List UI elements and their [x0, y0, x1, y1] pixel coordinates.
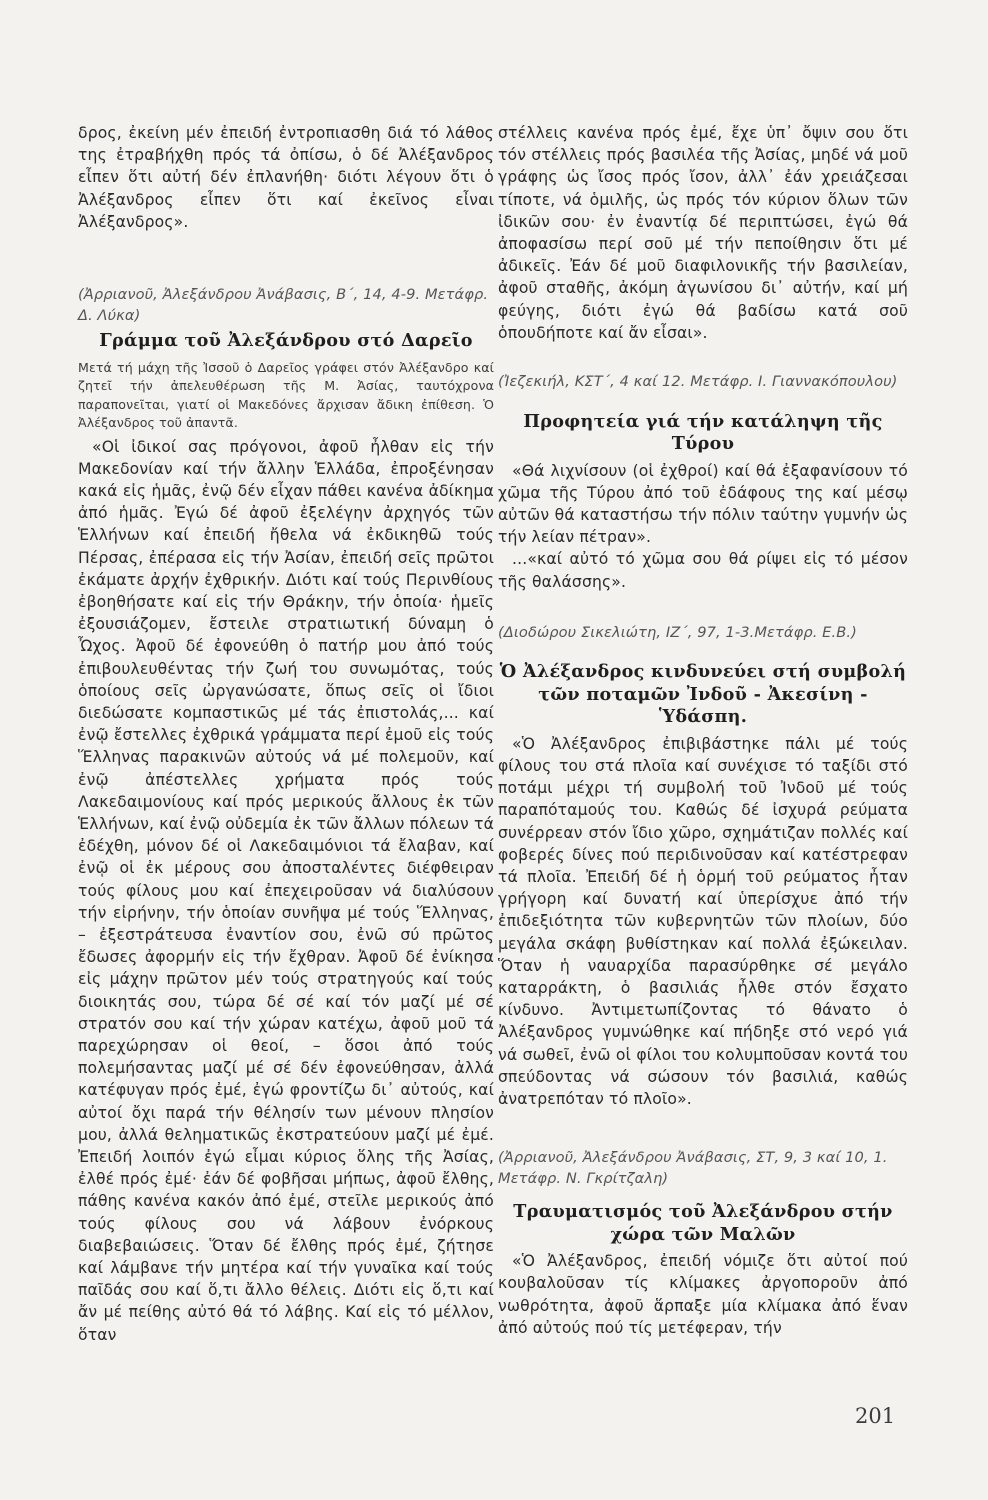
right-column [498, 122, 908, 1339]
page-number: 201 [855, 1404, 896, 1428]
malli-text: «Ὁ Ἀλέξανδρος, ἐπειδή νόμιζε ὅτι αὐτοί πού κουβαλοῦσαν τίς κλίμακες ἀργοποροῦν ἀπό νωθρότητα, ἀφοῦ ἅρπαξε μία κλίμακα ἀπό ἕναν ἀπό αὐτούς πού τίς μετέφεραν, τήν [498, 1252, 908, 1337]
citation: (Διοδώρου Σικελιώτη, ΙΖ΄, 97, 1-3.Μετάφρ. Ε.Β.) [498, 623, 857, 641]
prophecy-text: ...«καί αὐτό τό χῶμα σου θά ρίψει εἰς τό μέσον τῆς θαλάσσης». [498, 550, 908, 591]
letter-continued: στέλλεις κανένα πρός ἐμέ, ἔχε ὑπ᾽ ὄψιν σου ὅτι τόν στέλλεις πρός βασιλέα τῆς Ἀσίας, μηδέ νά μοῦ γράφης ὡς ἴσος πρός ἴσον, ἀλλ᾽ ἐάν χρειάζεσαι τίποτε, νά ὁμιλῆς, ὡς πρός τόν κύριον ὅλων τῶν ἰδικῶν σου· ἐν ἐναντίᾳ δέ περιπτώσει, ἐγώ θά ἀποφασίσω περί σοῦ μέ τήν πεποίθησιν ὅτι μέ ἀδικεῖς. Ἐάν δέ μοῦ διαφιλονικῆς τήν βασιλείαν, ἀφοῦ σταθῆς, ἀκόμη ἀγωνίσου δι᾽ αὐτήν, καί μή φεύγης, διότι ἐγώ θά βαδίσω κατά σοῦ ὁπουδήποτε καί ἄν εἶσαι». [498, 124, 908, 342]
prophecy-text: «Θά λιχνίσουν (οἱ ἐχθροί) καί θά ἐξαφανίσουν τό χῶμα τῆς Τύρου ἀπό τοῦ ἐδάφους της καί μέσῳ αὐτῶν θά καταστήσω τήν πόλιν ταύτην γυμνήν ὡς τήν λείαν πέτραν». [498, 461, 908, 547]
river-danger-text: «Ὁ Ἀλέξανδρος ἐπιβιβάστηκε πάλι μέ τούς φίλους του στά πλοῖα καί συνέχισε τό ταξίδι στό ποτάμι μέχρι τή συμβολή τοῦ Ἰνδοῦ μέ τούς παραπόταμούς του. Καθώς δέ ἰσχυρά ρεύματα συνέρρεαν στόν ἴδιο χῶρο, σχημάτιζαν πολλές καί φοβερές δίνες πού περιδινοῦσαν καί κατέστρεφαν τά πλοῖα. Ἐπειδή δέ ἡ ὁρμή τοῦ ρεύματος ἦταν γρήγορη καί δυνατή καί ὑπερίσχυε ἀπό τήν ἐπιδεξιότητα τῶν κυβερνητῶν τῶν πλοίων, δύο μεγάλα σκάφη βυθίστηκαν καί πολλά ἐξώκειλαν. Ὅταν ἡ ναυαρχίδα παρασύρθηκε σέ μεγάλο καταρράκτη, ὁ βασιλιάς ἦλθε στόν ἔσχατο κίνδυνο. Ἀντιμετωπίζοντας τό θάνατο ὁ Ἀλέξανδρος γυμνώθηκε καί πήδηξε στό νερό γιά νά σωθεῖ, ἐνῶ οἱ φίλοι του κολυμποῦσαν κοντά του σπεύδοντας νά σώσουν τόν βασιλιά, καθώς ἀνατρεπόταν τό πλοῖο». [498, 734, 908, 1108]
section-intro: Μετά τή μάχη τῆς Ἰσσοῦ ὁ Δαρεῖος γράφει στόν Ἀλέξανδρο καί ζητεῖ τήν ἀπελευθέρωση τῆς Μ. Ἀσίας, ταυτόχρονα παραπονεῖται, γιατί οἱ Μακεδόνες ἄρχισαν ἄδικη ἐπίθεση. Ὁ Ἀλέξανδρος τοῦ ἀπαντᾶ. [78, 359, 494, 431]
citation: (Ἀρριανοῦ, Ἀλεξάνδρου Ἀνάβασις, Β΄, 14, 4-9. Μετάφρ. Δ. Λύκα) [78, 286, 489, 324]
citation: (Ἰεζεκιήλ, ΚΣΤ΄, 4 καί 12. Μετάφρ. Ι. Γιαννακόπουλου) [498, 373, 898, 391]
paragraph-ending: δρος, ἐκείνη μέν ἐπειδή ἐντροπιασθη διά τό λάθος της ἐτραβήχθη πρός τά ὀπίσω, ὁ δέ Ἀλέξανδρος εἶπεν ὅτι αὐτή δέν ἐπλανήθη· διότι λέγουν ὅτι ὁ Ἀλέξανδρος εἶπεν ὅτι καί ἐκεῖνος εἶναι Ἀλέξανδρος». [78, 124, 494, 231]
letter-text: «Οἱ ἰδικοί σας πρόγονοι, ἀφοῦ ἦλθαν εἰς τήν Μακεδονίαν καί τήν ἄλλην Ἑλλάδα, ἐπροξένησαν κακά εἰς ἡμᾶς, ἐνῷ δέν εἶχαν πάθει κανένα ἀδίκημα ἀπό ἡμᾶς. Ἐγώ δέ ἀφοῦ ἐξελέγην ἀρχηγός τῶν Ἑλλήνων καί ἐπειδή ἤθελα νά ἐκδικηθῶ τούς Πέρσας, ἐπέρασα εἰς τήν Ἀσίαν, ἐπειδή σεῖς πρῶτοι ἐκάματε ἀρχήν ἐχθρικήν. Διότι καί τούς Περινθίους ἐβοηθήσατε καί εἰς τήν Θράκην, τήν ὁποία· ἡμεῖς ἐξουσιάζομεν, ἔστειλε στρατιωτική δύναμη ὁ Ὦχος. Ἀφοῦ δέ ἐφονεύθη ὁ πατήρ μου ἀπό τούς ἐπιβουλευθέντας τήν ζωή του συνωμότας, τούς ὁποίους σεῖς ὠργανώσατε, ὅπως σεῖς οἱ ἴδιοι διεδώσατε κομπαστικῶς μέ τάς ἐπιστολάς,... καί ἐνῷ ἔστελλες ἐχθρικά γράμματα περί ἐμοῦ εἰς τούς Ἕλληνας παρακινῶν αὐτούς νά μέ πολεμοῦν, καί ἐνῷ ἀπέστελλες χρήματα πρός τούς Λακεδαιμονίους καί πρός μερικούς ἄλλους ἐκ τῶν Ἑλλήνων, καί ἐνῷ οὐδεμία ἐκ τῶν ἄλλων πόλεων τά ἐδέχθη, μόνον δέ οἱ Λακεδαιμόνιοι τά ἔλαβαν, καί ἐνῷ οἱ ἐκ μέρους σου ἀποσταλέντες διέφθειραν τούς φίλους μου καί ἐπεχειροῦσαν νά διαλύσουν τήν εἰρήνην, τήν ὁποίαν συνῆψα μέ τούς Ἕλληνας, – ἐξεστράτευσα ἐναντίον σου, ἐνῶ σύ πρῶτος ἔδωσες ἀφορμήν εἰς τήν ἔχθραν. Ἀφοῦ δέ ἐνίκησα εἰς μάχην πρῶτον μέν τούς στρατηγούς καί τούς διοικητάς σου, τώρα δέ σέ καί τόν μαζί μέ σέ στρατόν σου καί τήν χώραν κατέχω, ἀφοῦ μοῦ τά παρεχώρησαν οἱ θεοί, – ὅσοι ἀπό τούς πολεμήσαντας μαζί μέ σέ δέν ἐφονεύθησαν, ἀλλά κατέφυγαν πρός ἐμέ, ἐγώ φροντίζω δι᾽ αὐτούς, καί αὐτοί ὄχι παρά τήν θέλησίν των μένουν πλησίον μου, ἀλλά θεληματικῶς ἐκστρατεύουν μαζί μέ ἐμέ. Ἐπειδή λοιπόν ἐγώ εἶμαι κύριος ὅλης τῆς Ἀσίας, ἐλθέ πρός ἐμέ· ἐάν δέ φοβῆσαι μήπως, ἀφοῦ ἔλθης, πάθης κανένα κακόν ἀπό ἐμέ, στεῖλε μερικούς ἀπό τούς φίλους σου νά λάβουν ἐνόρκους διαβεβαιώσεις. Ὅταν δέ ἔλθης πρός ἐμέ, ζήτησε καί λάμβανε τήν μητέρα καί τήν γυναῖκα καί τούς παῖδάς σου καί ὅ,τι ἄλλο θέλεις. Διότι εἰς ὅ,τι καί ἄν μέ πείθης αὐτό θά τό λάβης. Καί εἰς τό μέλλον, ὅταν [78, 437, 494, 1344]
section-heading-river-danger: Ὁ Ἀλέξανδρος κινδυνεύει στή συμβολή τῶν ποταμῶν Ἰνδοῦ - Ἀκεσίνη - Ὑδάσπη. [499, 661, 907, 728]
section-heading-tyre-prophecy: Προφητεία γιά τήν κατάληψη τῆς Τύρου [523, 410, 883, 455]
section-heading-letter-to-darius: Γράμμα τοῦ Ἀλεξάνδρου στό Δαρεῖο [99, 330, 473, 352]
left-column [78, 122, 494, 1346]
citation: (Ἀρριανοῦ, Ἀλεξάνδρου Ἀνάβασις, ΣΤ, 9, 3 καί 10, 1. Μετάφρ. Ν. Γκρίτζαλη) [498, 1149, 888, 1187]
section-heading-malli-wound: Τραυματισμός τοῦ Ἀλεξάνδρου στήν χώρα τῶν Μαλῶν [513, 1201, 893, 1245]
